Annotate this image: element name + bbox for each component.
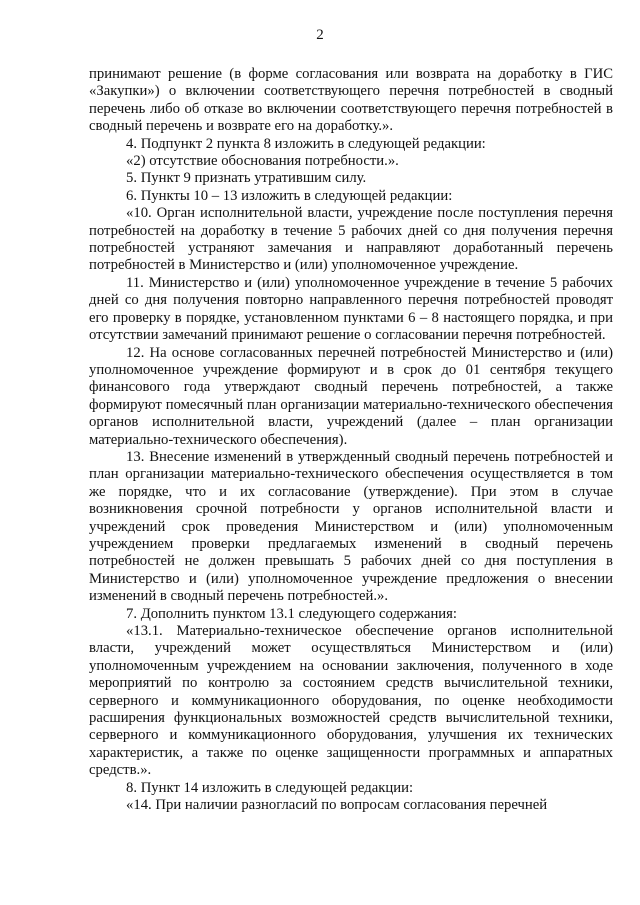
paragraph-clause-14: «14. При наличии разногласий по вопросам согласования перечней (126, 797, 548, 814)
paragraph-item-7: 7. Дополнить пунктом 13.1 следующего содержания: (126, 605, 457, 622)
paragraph-clause-10: «10. Орган исполнительной власти, учреждение после поступления перечня потребностей на доработку в течение 5 рабочих дней со дня получения перечня потребностей устраняют замечания и направляют доработанный перечень потребностей в Министерство и (или) уполномоченное учреждение. (89, 205, 613, 274)
paragraph-item-5: 5. Пункт 9 признать утратившим силу. (126, 170, 367, 187)
paragraph-item-8: 8. Пункт 14 изложить в следующей редакции: (126, 779, 414, 796)
paragraph-continuation: принимают решение (в форме согласования или возврата на доработку в ГИС «Закупки») о включении соответствующего перечня потребностей в сводный перечень либо об отказе во включении соответствующего перечня потребностей в сводный перечень и возврате его на доработку.». (89, 66, 613, 135)
paragraph-clause-13: 13. Внесение изменений в утвержденный сводный перечень потребностей и план организации материально-технического обеспечения осуществляется в том же порядке, что и их согласование (утверждение). При этом в случае возникновения срочной потребности у органов исполнительной власти и учреждений срок проведения Министерством и (или) уполномоченным учреждением проверки предлагаемых изменений в сводный перечень потребностей не должен превышать 5 рабочих дней со дня поступления в Министерство и (или) уполномоченное учреждение предложения о внесении изменений в сводный перечень потребностей.». (89, 448, 613, 605)
paragraph-clause-13-1: «13.1. Материально-техническое обеспечение органов исполнительной власти, учреждений может осуществляться Министерством и (или) уполномоченным учреждением на основании заключения, полученного в ходе мероприятий по контролю за состоянием средств вычислительной техники, серверного и коммуникационного оборудования, по оценке необходимости расширения функциональных возможностей средств вычислительной техники, серверного и коммуникационного оборудования, улучшения их технических характеристик, а также по оценке защищенности программных и аппаратных средств.». (89, 623, 613, 779)
paragraph-clause-11: 11. Министерство и (или) уполномоченное учреждение в течение 5 рабочих дней со дня получения повторно направленного перечня потребностей проводят его проверку в порядке, установленном пунктами 6 – 8 настоящего порядка, и при отсутствии замечаний принимают решение о согласовании перечня потребностей. (89, 274, 613, 344)
paragraph-item-6: 6. Пункты 10 – 13 изложить в следующей редакции: (126, 187, 453, 204)
document-body (89, 66, 613, 814)
paragraph-subitem-2: «2) отсутствие обоснования потребности.». (126, 153, 399, 170)
page-number: 2 (316, 27, 324, 43)
paragraph-item-4: 4. Подпункт 2 пункта 8 изложить в следующей редакции: (126, 135, 486, 152)
paragraph-clause-12: 12. На основе согласованных перечней потребностей Министерство и (или) уполномоченное учреждение формируют и в срок до 01 сентября текущего финансового года утверждают сводный перечень потребностей, а также формируют помесячный план организации материально-технического обеспечения органов исполнительной власти, учреждений (далее – план организации материально-технического обеспечения). (89, 344, 613, 448)
